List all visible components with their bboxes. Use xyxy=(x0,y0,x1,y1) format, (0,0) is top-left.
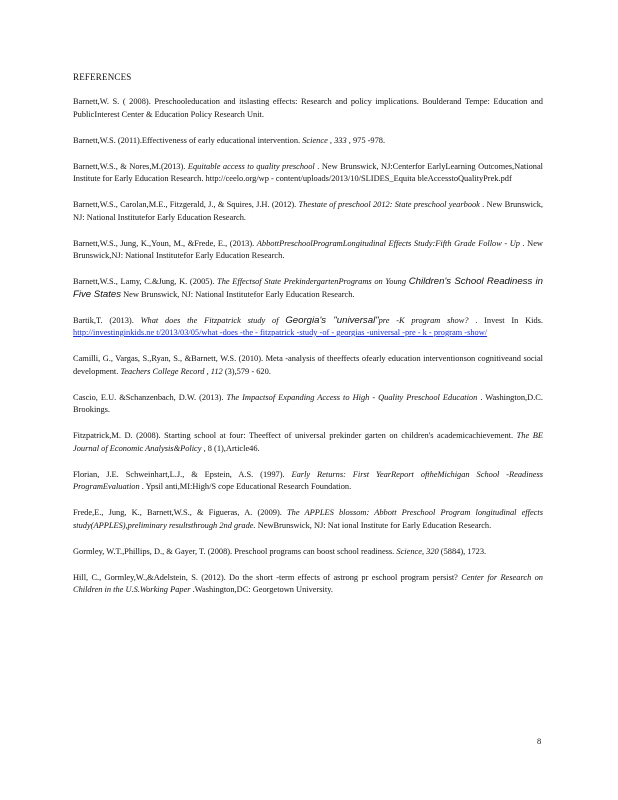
reference-entry xyxy=(73,469,543,494)
reference-text: . Washington,D.C. Brookings. xyxy=(73,392,543,414)
reference-text: Barnett,W. S. ( 2008). Preschooleducation and itslasting effects: Research and policy implications. Boulderand Tempe: Education and PublicInterest Center & Education Policy Research Unit. xyxy=(73,97,543,119)
reference-text: Cascio, E.U. &Schanzenbach, D.W. (2013). xyxy=(73,392,227,402)
reference-title: Teachers College Record , 112 xyxy=(120,366,225,376)
reference-title: pre -K program show? xyxy=(378,315,469,325)
reference-text: . Invest In Kids. xyxy=(468,315,544,325)
reference-text: Barnett,W.S., Lamy, C.&Jung, K. (2005). xyxy=(73,277,218,286)
reference-text: New Brunswick, NJ: National Institutefor Early Education Research. xyxy=(121,289,355,299)
reference-text: Gormley, W.T.,Phillips, D., & Gayer, T. (2008). Preschool programs can boost school readiness. xyxy=(73,546,397,556)
reference-title: Georgia's "universal" xyxy=(285,314,379,326)
reference-entry xyxy=(73,572,543,597)
reference-title: Early Returns: First YearReport oftheMichigan School -Readiness ProgramEvaluation xyxy=(73,469,543,491)
page-number: 8 xyxy=(537,737,542,746)
references-heading: REFERENCES xyxy=(73,72,132,82)
reference-entry xyxy=(73,392,543,417)
reference-text: Fitzpatrick,M. D. (2008). Starting school at four: Theeffect of universal prekinder garten on children's academicachievement. xyxy=(73,431,517,440)
reference-entry xyxy=(73,96,543,121)
reference-title: The APPLES blossom: Abbott Preschool Program longitudinal effects study(APPLES),preliminary resultsthrough 2nd grade. xyxy=(73,508,543,530)
reference-entry xyxy=(73,507,543,532)
reference-title: The BE Journal of Economic Analysis&Policy xyxy=(73,431,543,453)
reference-text: Barnett,W.S., Jung, K.,Youn, M., &Frede, E., (2013). xyxy=(73,238,257,248)
reference-entry xyxy=(73,135,543,148)
reference-title: Center for Research on Children in the U.S.Working Paper xyxy=(73,572,543,594)
reference-title: AbbottPreschoolProgramLongitudinal Effects Study:Fifth Grade Follow - Up xyxy=(256,238,520,248)
reference-title: What does the Fitzpatrick study of xyxy=(140,315,286,325)
reference-text: . New Brunswick, NJ: National Institutefor Early Education Research. xyxy=(73,200,543,222)
reference-text: , 975 -978. xyxy=(348,135,386,145)
reference-text: .Washington,DC: Georgetown University. xyxy=(190,585,333,594)
reference-text: . New Brunswick,NJ: National Institutefor Early Education Research. xyxy=(73,238,543,260)
reference-entry xyxy=(73,546,543,559)
reference-text: Hill, C., Gormley,W.,&Adelstein, S. (2012). Do the short -term effects of astrong pr eschool program persist? xyxy=(73,572,462,582)
reference-text: Camilli, G., Vargas, S.,Ryan, S., &Barnett, W.S. (2010). Meta -analysis of theeffects ofearly education interventionson cognitiveand social development. xyxy=(73,354,543,376)
reference-text: (5884), 1723. xyxy=(438,546,487,556)
reference-text: , 8 (1),Article46. xyxy=(201,443,260,453)
reference-entry xyxy=(73,199,543,224)
reference-title: Thestate of preschool 2012: State preschool yearbook xyxy=(298,200,480,209)
reference-entry xyxy=(73,430,543,455)
reference-entry xyxy=(73,315,543,340)
reference-text: (3),579 - 620. xyxy=(224,366,271,376)
reference-text: . Ypsil anti,MI:High/S cope Educational Research Foundation. xyxy=(139,482,352,491)
reference-text: NewBrunswick, NJ: Nat ional Institute for Early Education Research. xyxy=(255,520,492,530)
reference-entry xyxy=(73,276,543,301)
reference-text: Barnett,W.S., Carolan,M.E., Fitzgerald, J., & Squires, J.H. (2012). xyxy=(73,200,299,209)
reference-title: Science , 333 xyxy=(302,135,349,145)
reference-text: Barnett,W.S., & Nores,M.(2013). xyxy=(73,161,188,171)
reference-text: Bartik,T. (2013). xyxy=(73,315,141,325)
reference-list xyxy=(73,96,543,610)
reference-title: The Effectsof State PrekindergartenPrograms on Young xyxy=(217,277,409,286)
reference-title: Equitable access to quality preschool xyxy=(187,161,315,171)
reference-text: Florian, J.E. Schweinhart,L.J., & Epstein, A.S. (1997). xyxy=(73,469,292,479)
reference-title: Science, 320 xyxy=(396,546,439,556)
reference-text: Barnett,W.S. (2011).Effectiveness of early educational intervention. xyxy=(73,135,303,145)
reference-entry xyxy=(73,161,543,186)
reference-text: Frede,E., Jung, K., Barnett,W.S., & Figueras, A. (2009). xyxy=(73,508,288,517)
reference-entry xyxy=(73,353,543,378)
reference-title: The Impactsof Expanding Access to High - Quality Preschool Education xyxy=(226,392,478,402)
reference-title: Children's School Readiness in Five States xyxy=(73,276,543,300)
reference-entry xyxy=(73,238,543,263)
reference-text: . New Brunswick, NJ:Centerfor EarlyLearning Outcomes,National Institute for Early Education Research. http://ceelo.org/wp - content/uploads/2013/10/SLIDES_Equita bleAccesstoQualityPrek.pdf xyxy=(73,161,543,183)
reference-link[interactable]: http://investinginkids.ne t/2013/03/05/what -does -the - fitzpatrick -study -of - georgias -universal -pre - k - program -show/ xyxy=(73,328,488,337)
